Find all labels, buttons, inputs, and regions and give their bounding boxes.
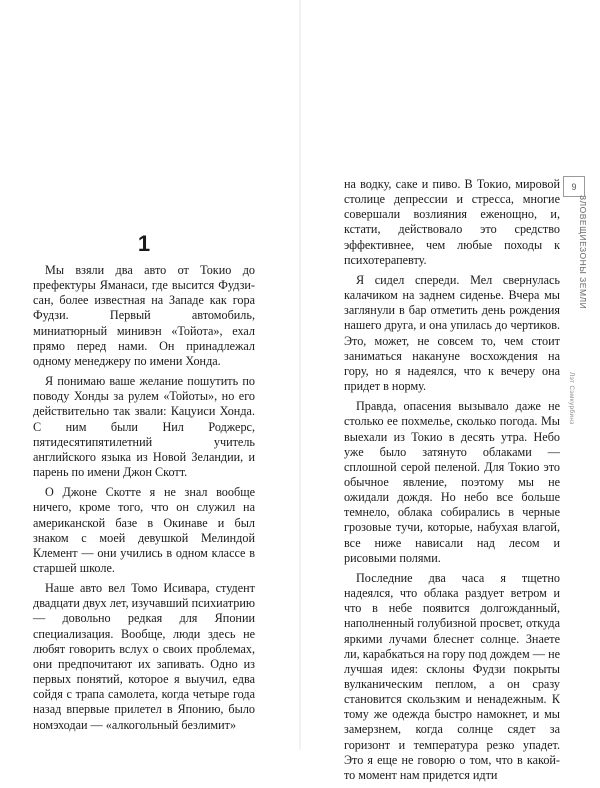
left-page-text bbox=[33, 263, 255, 738]
paragraph: на водку, саке и пиво. В Токио, мировой столице депрессии и стресса, многие совершали возлияния еженощно, и, кстати, действовало это средство эффективнее, чем любые походы к психотерапевту. bbox=[344, 177, 560, 267]
paragraph: О Джоне Скотте я не знал вообще ничего, кроме того, что он служил на американской базе в Окинаве и был знаком с моей девушкой Мелиндой Клемент — они учились в одном классе в старшей школе. bbox=[33, 485, 255, 575]
paragraph: Наше авто вел Томо Исивара, студент двадцати двух лет, изучавший психиатрию — довольно редкая для Японии специализация. Вообще, люди здесь не любят говорить вслух о своих проблемах, они предпочитают их запивать. Одно из первых понятий, которое я выучил, едва сойдя с трапа самолета, когда четыре года назад впервые прилетел в Японию, было номэходаи — «алкогольный безлимит» bbox=[33, 581, 255, 732]
paragraph: Я понимаю ваше желание пошутить по поводу Хонды за рулем «Тойоты», но его действительно так звали: Кацуиси Хонда. С ним были Нил Роджерс, пятидесятипятилетний учитель английского языка из Новой Зеландии, и парень по имени Джон Скотт. bbox=[33, 374, 255, 480]
running-title-line: ЗОНЫ ЗЕМЛИ bbox=[578, 247, 588, 310]
page-number: 9 bbox=[563, 176, 585, 197]
running-title bbox=[558, 195, 588, 365]
right-page-text bbox=[344, 177, 560, 788]
paragraph: Мы взяли два авто от Токио до префектуры Яманаси, где высится Фудзи-сан, более известная на Западе как гора Фудзи. Первый автомобиль, миниатюрный минивэн «Тойота», ехал прямо перед нами. Он принадлежал одному менеджеру по имени Хонда. bbox=[33, 263, 255, 368]
chapter-number: 1 bbox=[137, 231, 151, 256]
paragraph: Последние два часа я тщетно надеялся, что облака раздует ветром и что в небе появится долгожданный, наполненный голубизной просвет, откуда яркими лучами блеснет солнце. Знаете ли, карабкаться на гору под дождем — не лучшая идея: склоны Фудзи покрыты вулканическим пеплом, а он сразу становится скользким и ненадежным. К тому же одежда быстро намокнет, и мы замерзнем, когда солнце сядет за горизонт и температура резко упадет. Это я еще не говорю о том, что в какой-то момент нам придется идти bbox=[344, 570, 560, 782]
running-author: Лэт Сэмкурбинз bbox=[568, 372, 575, 425]
paragraph: Я сидел спереди. Мел свернулась калачиком на заднем сиденье. Вчера мы заглянули в бар отметить день рождения нашего друга, и она упилась до чертиков. Это, может, не совсем то, чем стоит заниматься накануне восхождения на гору, но я надеялся, что к вечеру она придет в норму. bbox=[344, 272, 560, 394]
running-title-line: ЗЛОВЕЩИЕ bbox=[578, 195, 588, 248]
right-page bbox=[300, 0, 600, 782]
left-page bbox=[0, 0, 300, 750]
paragraph: Правда, опасения вызывало даже не столько ее похмелье, сколько погода. Мы выехали из Токио в десять утра. Небо уже было затянуто облаками — сплошной серой пеленой. Для Токио это обычное явление, поэтому мы не ожидали дождя. Но небо все больше темнело, облака собирались в черные грозовые тучи, которые, набухая влагой, все ниже нависали над лесом и рисовыми полями. bbox=[344, 399, 560, 565]
